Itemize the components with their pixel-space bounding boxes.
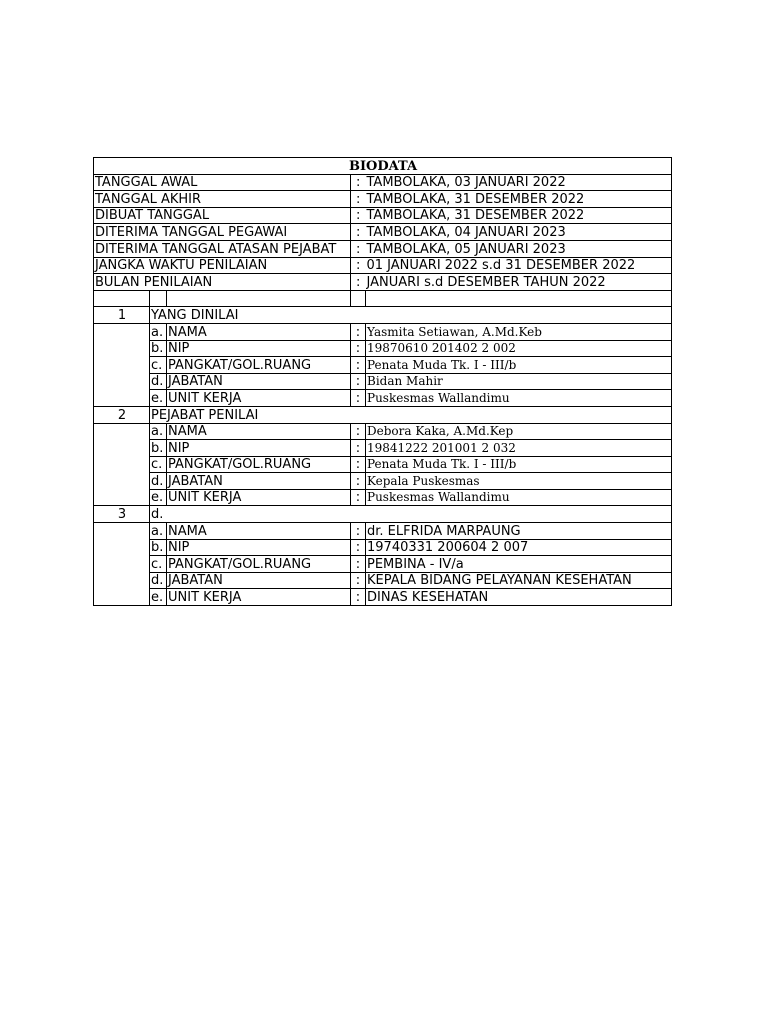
table-row [94, 191, 672, 208]
row-letter: b. [150, 440, 167, 457]
table-row [94, 473, 672, 490]
row-field: PANGKAT/GOL.RUANG [167, 556, 351, 573]
section-indent-cell [94, 423, 150, 506]
row-value: KEPALA BIDANG PELAYANAN KESEHATAN [366, 572, 672, 589]
row-letter: b. [150, 539, 167, 556]
row-field: PANGKAT/GOL.RUANG [167, 456, 351, 473]
row-field: JABATAN [167, 572, 351, 589]
row-label: TANGGAL AKHIR [94, 191, 351, 208]
row-value: TAMBOLAKA, 05 JANUARI 2023 [366, 240, 672, 257]
row-label: DIBUAT TANGGAL [94, 207, 351, 224]
section-indent-cell [94, 323, 150, 406]
row-letter: e. [150, 390, 167, 407]
row-field: NIP [167, 440, 351, 457]
table-row [94, 440, 672, 457]
row-colon: : [351, 423, 366, 440]
row-field: NIP [167, 539, 351, 556]
row-field: NAMA [167, 323, 351, 340]
row-colon: : [351, 323, 366, 340]
table-row [94, 174, 672, 191]
row-colon: : [351, 274, 366, 291]
row-value: Kepala Puskesmas [366, 473, 672, 490]
row-letter: b. [150, 340, 167, 357]
row-value: 01 JANUARI 2022 s.d 31 DESEMBER 2022 [366, 257, 672, 274]
row-value: TAMBOLAKA, 31 DESEMBER 2022 [366, 191, 672, 208]
row-colon: : [351, 539, 366, 556]
row-field: NAMA [167, 423, 351, 440]
section-indent-cell [94, 523, 150, 606]
row-colon: : [351, 390, 366, 407]
row-field: UNIT KERJA [167, 390, 351, 407]
row-value: Debora Kaka, A.Md.Kep [366, 423, 672, 440]
row-colon: : [351, 174, 366, 191]
table-title: BIODATA [94, 158, 672, 175]
row-colon: : [351, 589, 366, 606]
row-letter: a. [150, 523, 167, 540]
row-value: Penata Muda Tk. I - III/b [366, 357, 672, 374]
table-row [94, 240, 672, 257]
row-value: TAMBOLAKA, 03 JANUARI 2022 [366, 174, 672, 191]
row-field: UNIT KERJA [167, 589, 351, 606]
table-row [94, 572, 672, 589]
row-colon: : [351, 440, 366, 457]
table-row [94, 340, 672, 357]
row-value: 19740331 200604 2 007 [366, 539, 672, 556]
table-row [94, 373, 672, 390]
table-row [94, 207, 672, 224]
table-row [94, 489, 672, 506]
table-row [94, 523, 672, 540]
row-field: JABATAN [167, 473, 351, 490]
row-colon: : [351, 489, 366, 506]
table-row [94, 456, 672, 473]
row-value: 19870610 201402 2 002 [366, 340, 672, 357]
title-row [94, 158, 672, 175]
row-letter: a. [150, 423, 167, 440]
row-value: Penata Muda Tk. I - III/b [366, 456, 672, 473]
row-letter: e. [150, 589, 167, 606]
row-label: BULAN PENILAIAN [94, 274, 351, 291]
row-label: JANGKA WAKTU PENILAIAN [94, 257, 351, 274]
table-row [94, 539, 672, 556]
table-row [94, 423, 672, 440]
row-value: Puskesmas Wallandimu [366, 390, 672, 407]
row-value: Yasmita Setiawan, A.Md.Keb [366, 323, 672, 340]
row-value: Puskesmas Wallandimu [366, 489, 672, 506]
empty-cell [351, 290, 366, 307]
table-row [94, 224, 672, 241]
row-colon: : [351, 556, 366, 573]
row-value: Bidan Mahir [366, 373, 672, 390]
table-row [94, 357, 672, 374]
row-colon: : [351, 523, 366, 540]
section-heading-row [94, 406, 672, 423]
section-heading-row [94, 506, 672, 523]
section-number: 3 [94, 506, 150, 523]
row-field: JABATAN [167, 373, 351, 390]
row-letter: d. [150, 373, 167, 390]
table-row [94, 257, 672, 274]
row-letter: d. [150, 473, 167, 490]
row-colon: : [351, 340, 366, 357]
row-letter: d. [150, 572, 167, 589]
section-heading: PEJABAT PENILAI [150, 406, 672, 423]
section-heading: d. [150, 506, 672, 523]
section-number: 2 [94, 406, 150, 423]
row-colon: : [351, 240, 366, 257]
row-colon: : [351, 191, 366, 208]
table-row [94, 556, 672, 573]
row-value: DINAS KESEHATAN [366, 589, 672, 606]
row-value: JANUARI s.d DESEMBER TAHUN 2022 [366, 274, 672, 291]
row-field: NIP [167, 340, 351, 357]
row-field: NAMA [167, 523, 351, 540]
row-colon: : [351, 207, 366, 224]
row-letter: c. [150, 357, 167, 374]
row-label: TANGGAL AWAL [94, 174, 351, 191]
section-number: 1 [94, 307, 150, 324]
section-heading: YANG DINILAI [150, 307, 672, 324]
row-colon: : [351, 257, 366, 274]
table-row [94, 323, 672, 340]
row-label: DITERIMA TANGGAL ATASAN PEJABAT [94, 240, 351, 257]
row-value: TAMBOLAKA, 31 DESEMBER 2022 [366, 207, 672, 224]
empty-row [94, 290, 672, 307]
row-letter: a. [150, 323, 167, 340]
row-label: DITERIMA TANGGAL PEGAWAI [94, 224, 351, 241]
row-value: TAMBOLAKA, 04 JANUARI 2023 [366, 224, 672, 241]
empty-cell [366, 290, 672, 307]
section-heading-row [94, 307, 672, 324]
row-letter: e. [150, 489, 167, 506]
row-colon: : [351, 473, 366, 490]
row-colon: : [351, 224, 366, 241]
row-colon: : [351, 373, 366, 390]
row-field: UNIT KERJA [167, 489, 351, 506]
row-colon: : [351, 357, 366, 374]
table-row [94, 390, 672, 407]
row-colon: : [351, 456, 366, 473]
row-letter: c. [150, 556, 167, 573]
row-value: dr. ELFRIDA MARPAUNG [366, 523, 672, 540]
row-value: PEMBINA - IV/a [366, 556, 672, 573]
row-value: 19841222 201001 2 032 [366, 440, 672, 457]
row-field: PANGKAT/GOL.RUANG [167, 357, 351, 374]
row-letter: c. [150, 456, 167, 473]
empty-cell [94, 290, 150, 307]
table-row [94, 274, 672, 291]
table-row [94, 589, 672, 606]
row-colon: : [351, 572, 366, 589]
empty-cell [150, 290, 167, 307]
biodata-table [93, 157, 672, 606]
empty-cell [167, 290, 351, 307]
